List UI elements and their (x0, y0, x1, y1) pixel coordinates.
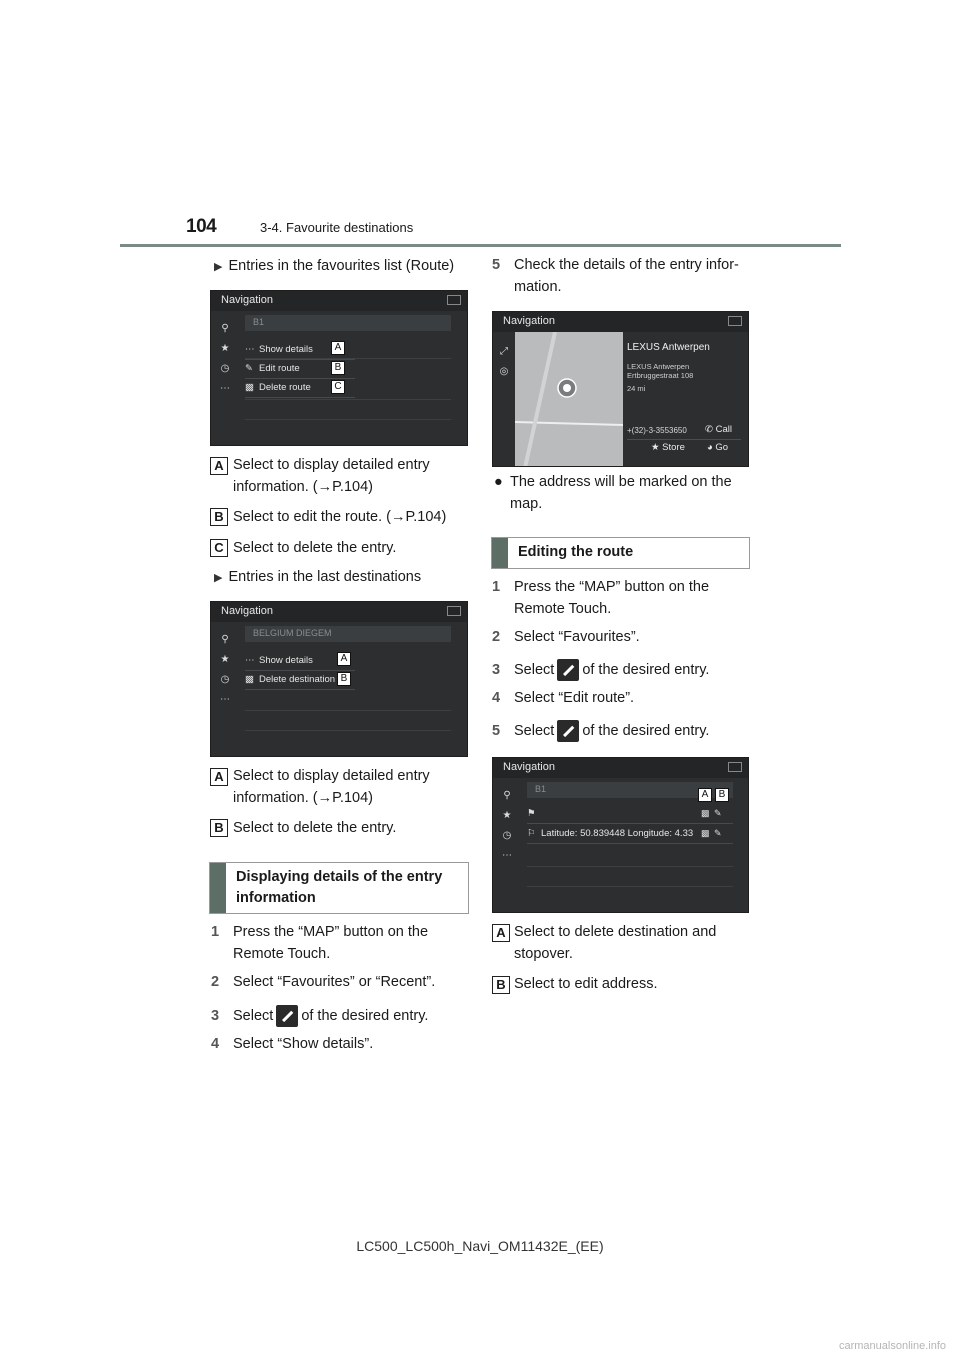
legend-b-text: Select to edit the route. (→P.104) (233, 509, 447, 525)
step-text: Check the details of the entry infor-mation. (514, 257, 739, 295)
step-text-pre: Select (514, 662, 555, 678)
more-icon[interactable]: ⋯ (220, 383, 230, 394)
divider (245, 710, 451, 711)
pencil-button-icon (557, 720, 579, 742)
step-text-post: of the desired entry. (301, 1008, 429, 1024)
row-label: Show details (259, 344, 313, 355)
divider (627, 439, 741, 440)
step-text-post: of the desired entry. (582, 723, 710, 739)
legend-b-text: Select to delete the entry. (233, 820, 397, 836)
divider (527, 886, 733, 887)
step-2 (492, 626, 754, 648)
step-1 (492, 576, 754, 620)
delete-destination-button[interactable] (701, 808, 710, 819)
label-b: B (492, 976, 510, 994)
search-input[interactable]: B1 (527, 782, 733, 798)
step-3 (211, 1005, 471, 1029)
map-roads (515, 332, 623, 467)
pencil-icon: ✎ (714, 828, 722, 838)
star-icon[interactable]: ★ (502, 810, 512, 821)
history-icon[interactable]: ◷ (220, 363, 230, 374)
divider (527, 866, 733, 867)
screen-title: Navigation (503, 761, 555, 773)
star-icon[interactable]: ★ (220, 654, 230, 665)
more-icon[interactable]: ⋯ (502, 850, 512, 861)
step-5 (492, 720, 754, 744)
step-number: 3 (492, 662, 501, 678)
callout-a: A (337, 652, 351, 666)
bullet-dot: ● (494, 474, 503, 490)
step-5-check (492, 254, 754, 298)
step-3 (492, 659, 754, 683)
bullet-text: The address will be marked on the map. (510, 474, 732, 512)
trash-icon: ▩ (701, 808, 710, 818)
section-title: 3-4. Favourite destinations (260, 220, 414, 235)
search-icon[interactable]: ⚲ (503, 790, 511, 801)
section-heading: Displaying details of the entry information (236, 869, 443, 906)
more-circle-icon: ⋯ (245, 655, 255, 666)
label-b: B (210, 508, 228, 526)
history-icon[interactable]: ◷ (220, 674, 230, 685)
step-text: Select “Favourites” or “Recent”. (233, 974, 436, 990)
status-icon (728, 316, 742, 326)
header-rule (120, 244, 841, 247)
step-number: 3 (211, 1008, 220, 1024)
star-icon: ★ (651, 442, 660, 453)
search-input[interactable]: B1 (245, 315, 451, 331)
document-footer: LC500_LC500h_Navi_OM11432E_(EE) (356, 1238, 604, 1254)
search-input[interactable]: BELGIUM DIEGEM (245, 626, 451, 642)
edit-address-button[interactable] (714, 828, 722, 839)
step-number: 2 (492, 629, 501, 645)
step-text-post: of the desired entry. (582, 662, 710, 678)
poi-name: LEXUS Antwerpen (627, 342, 710, 353)
status-icon (447, 295, 461, 305)
step-4 (211, 1033, 471, 1055)
watermark: carmanualsonline.info (838, 1340, 946, 1352)
triangle-bullet-icon: ▶ (214, 261, 223, 273)
step-number: 2 (211, 974, 220, 990)
flag-icon: ⚑ (527, 808, 536, 819)
poi-address-line1: LEXUS Antwerpen (627, 362, 690, 371)
step-number: 5 (492, 257, 501, 273)
step-text-pre: Select (233, 1008, 274, 1024)
step-text: Press the “MAP” button on the Remote Touch. (233, 924, 429, 962)
step-number: 5 (492, 723, 501, 739)
divider (245, 730, 451, 731)
step-number: 4 (211, 1036, 220, 1052)
edit-address-button[interactable] (714, 808, 722, 819)
callout-c: C (331, 380, 345, 394)
screen-entry-details (492, 311, 749, 467)
pin-icon[interactable]: ◎ (499, 366, 509, 377)
step-2 (211, 971, 471, 993)
legend-c-text: Select to delete the entry. (233, 540, 397, 556)
step-text (514, 720, 764, 742)
store-label: Store (662, 442, 685, 453)
section-bar (210, 863, 226, 913)
step-text-pre: Select (514, 723, 555, 739)
label-a: A (210, 457, 228, 475)
subheading-last-destinations (214, 566, 421, 589)
screen-favourites-route (210, 290, 468, 446)
section-editing-route (491, 537, 750, 569)
subheading-favourites-route (214, 255, 454, 278)
checkered-flag-icon: ⚐ (527, 828, 536, 839)
step-number: 1 (211, 924, 220, 940)
section-heading: Editing the route (518, 544, 634, 560)
fullscreen-icon[interactable]: ⤢ (500, 346, 508, 357)
search-icon[interactable]: ⚲ (221, 634, 229, 645)
label-c: C (210, 539, 228, 557)
legend-a-text: Select to delete destination and stopover. (514, 924, 717, 962)
screen-title: Navigation (503, 315, 555, 327)
go-button[interactable] (707, 442, 728, 453)
legend-a-text: Select to display detailed entry information. (→P.104) (233, 457, 430, 495)
status-icon (447, 606, 461, 616)
callout-b: B (715, 788, 729, 802)
label-a: A (492, 924, 510, 942)
row-label: Latitude: 50.839448 Longitude: 4.33 (541, 828, 694, 839)
trash-icon: ▩ (701, 828, 710, 838)
screen-edit-route (492, 757, 749, 913)
screen-last-destinations (210, 601, 468, 757)
step-1 (211, 921, 471, 965)
more-circle-icon: ⋯ (245, 344, 255, 355)
step-text: Press the “MAP” button on the Remote Touch. (514, 579, 710, 617)
step-text (233, 1005, 483, 1027)
step-number: 4 (492, 690, 501, 706)
trash-icon: ▩ (245, 382, 254, 393)
step-text: Select “Show details”. (233, 1036, 374, 1052)
label-a: A (210, 768, 228, 786)
go-label: Go (715, 442, 729, 453)
step-text: Select “Favourites”. (514, 629, 640, 645)
phone-icon: ✆ (705, 424, 713, 435)
trash-icon: ▩ (245, 674, 254, 685)
legend-b-text: Select to edit address. (514, 976, 658, 992)
divider (245, 399, 451, 400)
callout-b: B (337, 672, 351, 686)
navigate-icon: ◕ (707, 442, 713, 453)
call-label: Call (715, 424, 732, 435)
poi-phone: +(32)-3-3553650 (627, 426, 687, 435)
callout-b: B (331, 361, 345, 375)
poi-address-line2: Ertbruggestraat 108 (627, 371, 694, 380)
step-text (514, 659, 764, 681)
section-displaying-details (209, 862, 469, 914)
callout-a: A (698, 788, 712, 802)
poi-distance: 24 mi (627, 384, 646, 393)
section-bar (492, 538, 508, 568)
triangle-bullet-icon: ▶ (214, 572, 223, 584)
row-label: Delete route (259, 382, 311, 393)
row-label: Edit route (259, 363, 300, 374)
row-label: Show details (259, 655, 313, 666)
search-icon[interactable]: ⚲ (221, 323, 229, 334)
pencil-icon: ✎ (714, 808, 722, 818)
star-icon[interactable]: ★ (220, 343, 230, 354)
delete-destination-button[interactable] (701, 828, 710, 839)
more-icon[interactable]: ⋯ (220, 694, 230, 705)
map-view[interactable] (515, 332, 623, 466)
legend-a-text: Select to display detailed entry information. (→P.104) (233, 768, 430, 806)
divider (245, 419, 451, 420)
subheading-text: Entries in the last destinations (228, 569, 422, 585)
row-label: Delete destination (259, 674, 336, 685)
screen-title: Navigation (221, 294, 273, 306)
pencil-button-icon (557, 659, 579, 681)
call-button[interactable] (705, 424, 732, 435)
status-icon (728, 762, 742, 772)
divider (245, 358, 451, 359)
step-number: 1 (492, 579, 501, 595)
step-text: Select “Edit route”. (514, 690, 635, 706)
callout-a: A (331, 341, 345, 355)
step-4 (492, 687, 754, 709)
history-icon[interactable]: ◷ (502, 830, 512, 841)
label-b: B (210, 819, 228, 837)
store-button[interactable] (651, 442, 685, 453)
page-number: 104 (186, 216, 217, 237)
pencil-icon: ✎ (245, 363, 253, 374)
pencil-button-icon (276, 1005, 298, 1027)
subheading-text: Entries in the favourites list (Route) (228, 258, 455, 274)
screen-title: Navigation (221, 605, 273, 617)
